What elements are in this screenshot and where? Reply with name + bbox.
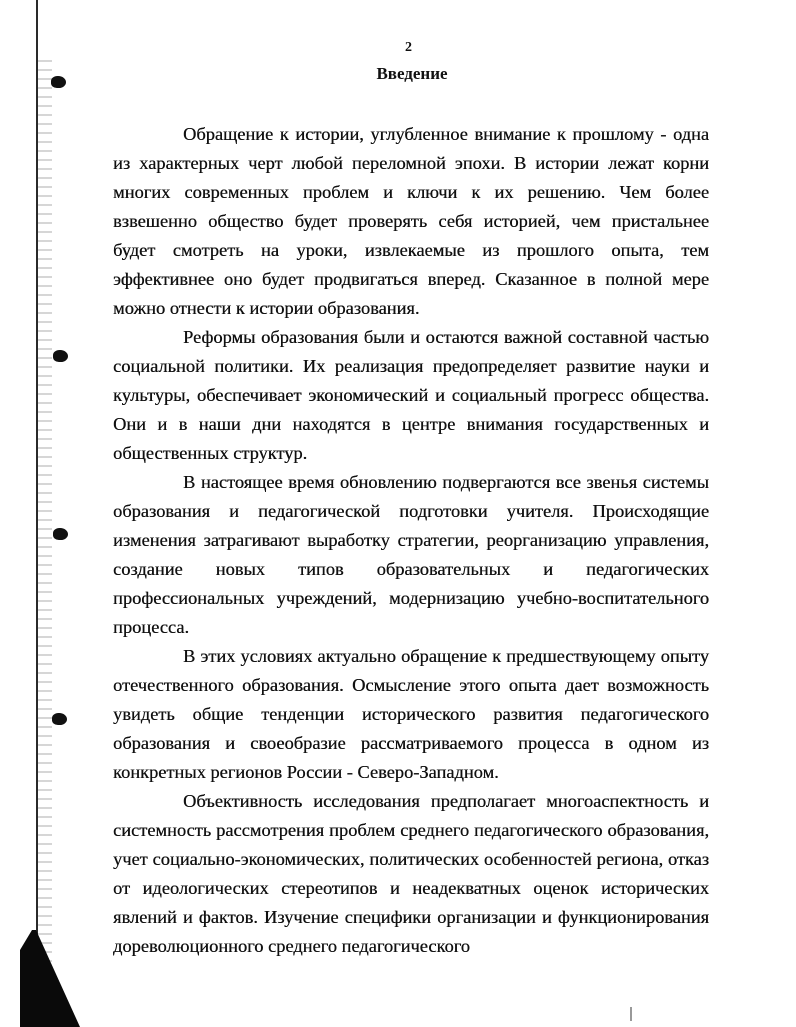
scan-artifact — [630, 1007, 632, 1021]
page-title: Введение — [376, 64, 448, 83]
punch-hole-mark — [53, 528, 68, 540]
paragraph: Обращение к истории, углубленное внимание к прошлому - одна из характерных черт любой переломной эпохи. В истории лежат корни многих современных проблем и ключи к их решению. Чем более взвешенно общество будет проверять себя историей, чем пристальнее будет смотреть на уроки, извлекаемые из прошлого опыта, тем эффективнее оно будет продвигаться вперед. Сказанное в полной мере можно отнести к истории образования. — [113, 124, 709, 318]
paragraph: В настоящее время обновлению подвергаются все звенья системы образования и педагогической подготовки учителя. Происходящие изменения затрагивают выработку стратегии, реорганизацию управления, создание новых типов образовательных и педагогических профессиональных учреждений, модернизацию учебно-воспитательного процесса. — [113, 472, 709, 637]
paragraph: Реформы образования были и остаются важной составной частью социальной политики. Их реализация предопределяет развитие науки и культуры, обеспечивает экономический и социальный прогресс общества. Они и в наши дни находятся в центре внимания государственных и общественных структур. — [113, 327, 709, 463]
binding-corner-shadow — [20, 930, 80, 1027]
body-text — [113, 120, 709, 961]
paragraph: Объективность исследования предполагает многоаспектность и системность рассмотрения проблем среднего педагогического образования, учет социально-экономических, политических особенностей региона, отказ от идеологических стереотипов и неадекватных оценок исторических явлений и фактов. Изучение специфики организации и функционирования дореволюционного среднего педагогического — [113, 791, 709, 956]
paragraph: В этих условиях актуально обращение к предшествующему опыту отечественного образования. Осмысление этого опыта дает возможность увидеть общие тенденции исторического развития педагогического образования и своеобразие рассматриваемого процесса в одном из конкретных регионов России - Северо-Западном. — [113, 646, 709, 782]
binding-scan-noise — [38, 60, 52, 1000]
punch-hole-mark — [53, 350, 68, 362]
page-number: 2 — [405, 40, 412, 55]
punch-hole-mark — [52, 713, 67, 725]
